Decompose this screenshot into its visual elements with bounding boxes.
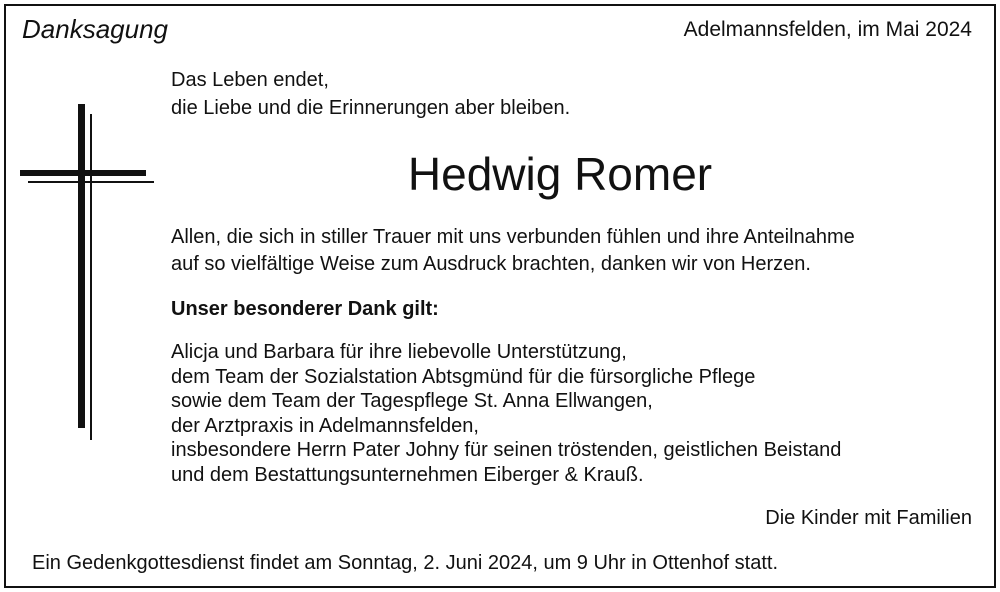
special-thanks-line: der Arztpraxis in Adelmannsfelden, xyxy=(171,414,479,437)
special-thanks-line: insbesondere Herrn Pater Johny für seinen tröstenden, geistlichen Beistand xyxy=(171,439,842,461)
signature: Die Kinder mit Familien xyxy=(765,507,972,529)
cross-icon xyxy=(18,104,158,440)
special-thanks-line: und dem Bestattungsunternehmen Eiberger & Krauß. xyxy=(171,463,644,486)
special-thanks-list xyxy=(171,340,841,487)
notice-title: Danksagung xyxy=(22,14,168,44)
motto-line: Das Leben endet, xyxy=(171,69,329,91)
thanks-line: Allen, die sich in stiller Trauer mit uns verbunden fühlen und ihre Anteilnahme xyxy=(171,226,855,248)
memorial-service-note: Ein Gedenkgottesdienst findet am Sonntag, 2. Juni 2024, um 9 Uhr in Ottenhof statt. xyxy=(32,552,779,574)
special-thanks-heading: Unser besonderer Dank gilt: xyxy=(171,298,439,320)
special-thanks-line: sowie dem Team der Tagespflege St. Anna Ellwangen, xyxy=(171,390,653,412)
motto-line: die Liebe und die Erinnerungen aber bleiben. xyxy=(171,97,571,119)
deceased-name: Hedwig Romer xyxy=(407,148,713,200)
place-date: Adelmannsfelden, im Mai 2024 xyxy=(683,18,972,41)
thanks-line: auf so vielfältige Weise zum Ausdruck brachten, danken wir von Herzen. xyxy=(171,253,811,275)
special-thanks-line: Alicja und Barbara für ihre liebevolle Unterstützung, xyxy=(171,341,627,363)
motto xyxy=(171,66,570,122)
thanks-paragraph xyxy=(171,224,855,278)
special-thanks-line: dem Team der Sozialstation Abtsgmünd für die fürsorgliche Pflege xyxy=(171,365,756,388)
